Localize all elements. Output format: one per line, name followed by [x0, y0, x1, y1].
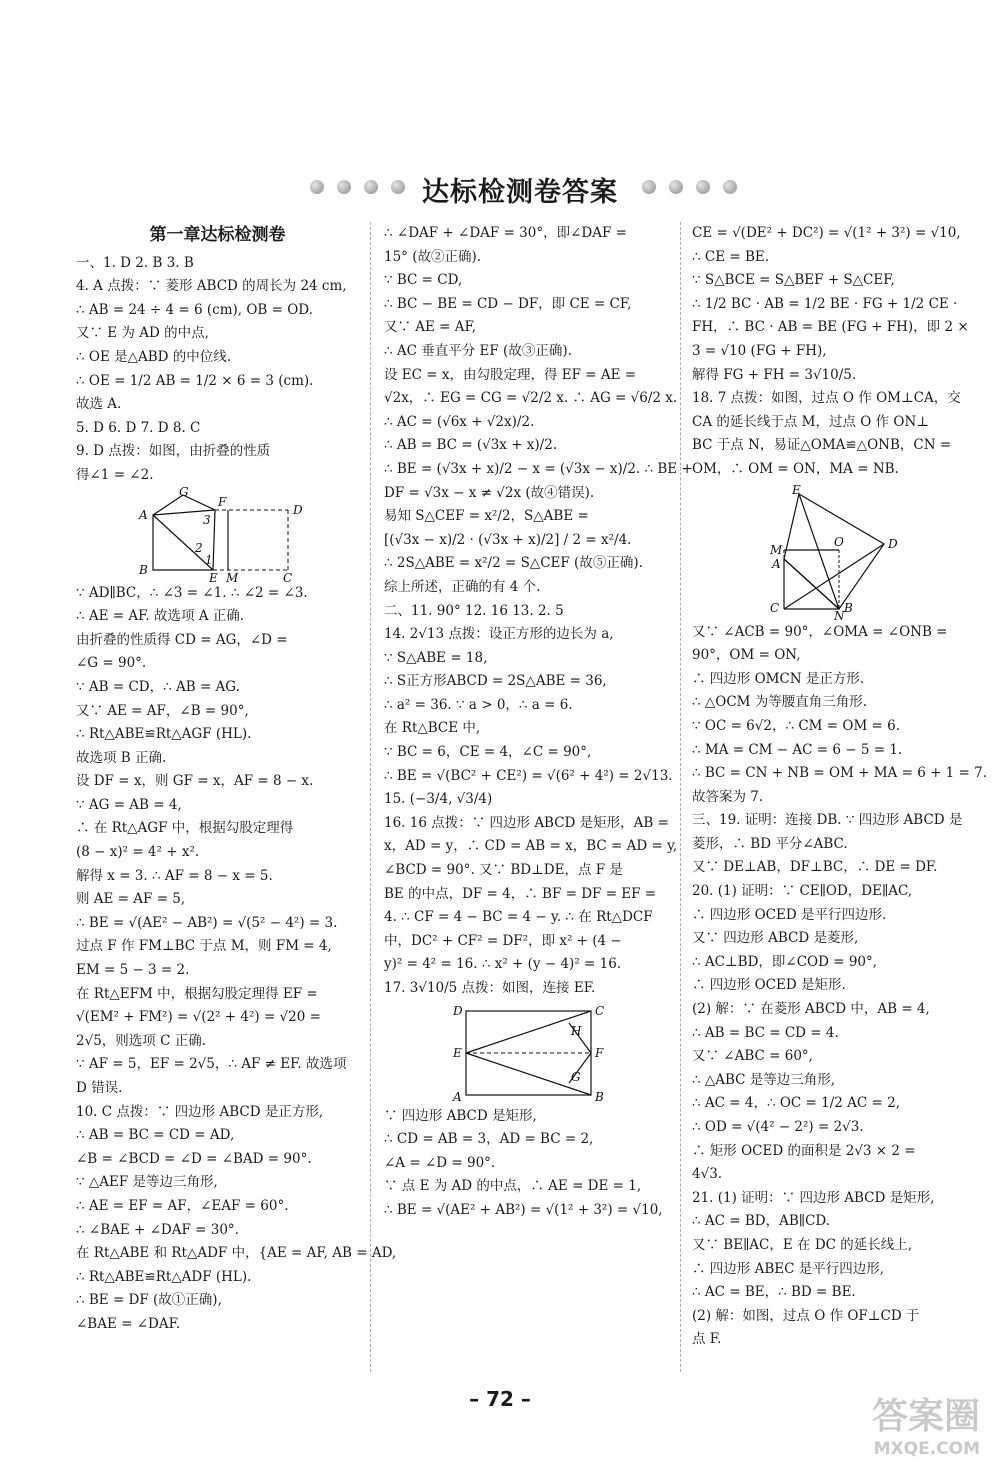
text-line: 三、19. 证明：连接 DB. ∵ 四边形 ABCD 是: [692, 812, 963, 829]
text-line: ∴ OD = √(4² − 2²) = 2√3.: [692, 1119, 864, 1135]
text-line: 则 AE = AF = 5,: [76, 891, 186, 908]
text-line: 90°，OM = ON,: [692, 647, 801, 664]
text-line: ∵ 四边形 ABCD 是矩形,: [384, 1107, 537, 1124]
text-line: 4. ∴ CF = 4 − BC = 4 − y. ∴ 在 Rt△DCF: [384, 909, 653, 926]
text-line: 在 Rt△BCE 中,: [384, 720, 481, 737]
label-A: A: [771, 556, 781, 571]
column-1: [76, 222, 397, 1337]
label-H: H: [570, 1023, 581, 1038]
text-line: 故选 A.: [76, 396, 122, 413]
text-line: [(√3x − x)/2 · (√3x + x)/2] / 2 = x²/4.: [384, 531, 632, 548]
text-line: (8 − x)² = 4² + x².: [76, 844, 200, 861]
text-line: 15° (故②正确).: [384, 248, 482, 265]
answer-lines: [692, 621, 988, 1352]
text-line: ∠BAE = ∠DAF.: [76, 1315, 181, 1332]
answer-lines: [692, 222, 975, 482]
text-line: ∠G = 90°.: [76, 655, 147, 672]
text-line: ∴ AC = (√6x + √2x)/2.: [384, 413, 535, 430]
text-line: (2) 解：如图，过点 O 作 OF⊥CD 于: [692, 1307, 920, 1324]
column-divider: [680, 222, 681, 1372]
fold-outline: [153, 495, 213, 570]
text-line: 点 F.: [692, 1331, 722, 1348]
text-line: ∴ AB = BC = CD = AD,: [76, 1127, 235, 1144]
text-line: ∴ BE = (√3x + x)/2 − x = (√3x − x)/2. ∴ BE +: [384, 460, 693, 477]
label-M: M: [225, 570, 238, 585]
text-line: CE = √(DE² + DC²) = √(1² + 3²) = √10,: [692, 225, 961, 241]
text-line: ∴ BE = √(AE² + AB²) = √(1² + 3²) = √10,: [384, 1201, 663, 1218]
text-line: 又∵ BE∥AC，E 在 DC 的延长线上,: [692, 1236, 913, 1253]
text-line: ∴ CD = AB = 3，AD = BC = 2,: [384, 1131, 594, 1148]
text-line: 16. 16 点拨：∵ 四边形 ABCD 是矩形，AB =: [384, 814, 669, 831]
text-line: ∴ Rt△ABE≌Rt△ADF (HL).: [76, 1268, 252, 1285]
text-line: ∴ BC = CN + NB = OM + MA = 6 + 1 = 7.: [692, 765, 988, 782]
text-line: ∴ MA = CM − AC = 6 − 5 = 1.: [692, 741, 903, 758]
text-line: 又∵ ∠ABC = 60°,: [692, 1048, 813, 1065]
text-line: ∠A = ∠D = 90°.: [384, 1154, 496, 1171]
text-line: ∵ AF = 5，EF = 2√5，∴ AF ≠ EF. 故选项: [76, 1056, 347, 1073]
text-line: 10. C 点拨：∵ 四边形 ABCD 是正方形,: [76, 1103, 324, 1120]
text-line: ∴ 四边形 ABEC 是平行四边形,: [692, 1260, 885, 1277]
text-line: 15. (−3/4, √3/4): [384, 791, 493, 808]
text-line: 又∵ E 为 AD 的中点,: [76, 325, 209, 342]
text-line: ∠BCD = 90°. 又∵ BD⊥DE，点 F 是: [384, 862, 623, 879]
text-line: ∴ OE 是△ABD 的中位线.: [76, 348, 232, 365]
text-line: 5. D 6. D 7. D 8. C: [76, 419, 201, 436]
text-line: ∴ 2S△ABE = x²/2 = S△CEF (故⑤正确).: [384, 555, 643, 572]
text-line: 18. 7 点拨：如图，过点 O 作 OM⊥CA，交: [692, 390, 961, 407]
label-G: G: [178, 484, 189, 499]
text-line: 14. 2√13 点拨：设正方形的边长为 a,: [384, 626, 614, 643]
text-line: ∴ CE = BE.: [692, 248, 770, 265]
text-line: ∵ 点 E 为 AD 的中点，∴ AE = DE = 1,: [384, 1178, 642, 1195]
text-line: ∴ AC = BE，∴ BD = BE.: [692, 1284, 856, 1301]
text-line: 在 Rt△EFM 中，根据勾股定理得 EF =: [76, 985, 318, 1002]
text-line: ∴ AB = BC = CD = 4.: [692, 1024, 839, 1041]
text-line: ∴ BE = √(BC² + CE²) = √(6² + 4²) = 2√13.: [384, 767, 673, 784]
text-line: ∴ AB = BC = (√3x + x)/2.: [384, 437, 558, 454]
text-line: BC 于点 N，易证△OMA≌△ONB，CN =: [692, 437, 952, 454]
header-dots-right-icon: [642, 180, 737, 194]
text-line: 17. 3√10/5 点拨：如图，连接 EF.: [384, 980, 596, 996]
watermark-logo: [872, 1388, 980, 1459]
text-line: ∴ 四边形 OCED 是平行四边形.: [692, 906, 887, 923]
answer-lines: [76, 582, 397, 1337]
label-C: C: [594, 1003, 604, 1018]
text-line: 4√3.: [692, 1166, 723, 1183]
label-M: M: [769, 542, 782, 557]
text-line: (2) 解：∵ 在菱形 ABCD 中，AB = 4,: [692, 1001, 930, 1018]
text-line: 由折叠的性质得 CD = AG，∠D =: [76, 631, 288, 648]
text-line: 又∵ 四边形 ABCD 是菱形,: [692, 930, 859, 947]
label-D: D: [292, 502, 303, 517]
fold-rectangle-figure: [123, 484, 313, 585]
text-line: √(EM² + FM²) = √(2² + 4²) = √20 =: [76, 1009, 321, 1026]
text-line: ∵ AD∥BC，∴ ∠3 = ∠1. ∴ ∠2 = ∠3.: [76, 584, 308, 601]
text-line: 一、1. D 2. B 3. B: [76, 254, 194, 271]
text-line: √2x，∴ EG = CG = √2/2 x. ∴ AG = √6/2 x.: [384, 390, 678, 407]
answer-lines: [76, 252, 359, 488]
square-rotation-figure: [754, 482, 914, 623]
label-D: D: [887, 536, 898, 551]
text-line: 21. (1) 证明：∵ 四边形 ABCD 是矩形,: [692, 1189, 935, 1206]
text-line: ∴ BE = √(AE² − AB²) = √(5² − 4²) = 3.: [76, 914, 338, 931]
text-line: ∵ BC = 6，CE = 4，∠C = 90°,: [384, 744, 592, 761]
label-E: E: [208, 570, 218, 585]
text-line: 设 EC = x，由勾股定理，得 EF = AE =: [384, 366, 637, 383]
text-line: y)² = 4² = 16. ∴ x² + (y − 4)² = 16.: [384, 956, 622, 973]
section-title: 第一章达标检测卷: [149, 225, 286, 245]
column-2: [384, 222, 693, 1223]
text-line: ∴ S正方形ABCD = 2S△ABE = 36,: [384, 673, 607, 690]
label-B: B: [843, 600, 853, 615]
text-line: ∵ △AEF 是等边三角形,: [76, 1174, 218, 1191]
text-line: 解得 FG + FH = 3√10/5.: [692, 366, 857, 383]
text-line: ∴ BC − BE = CD − DF，即 CE = CF,: [384, 295, 632, 312]
label-F: F: [217, 494, 226, 509]
text-line: 又∵ AE = AF,: [384, 319, 477, 336]
label-E: E: [791, 482, 801, 497]
label-C: C: [282, 570, 292, 585]
label-A: A: [138, 507, 148, 522]
page-header: [0, 170, 1000, 210]
text-line: CA 的延长线于点 M，过点 O 作 ON⊥: [692, 413, 930, 430]
text-line: ∴ 四边形 OCED 是矩形.: [692, 977, 846, 994]
header-dots-left-icon: [310, 180, 405, 194]
text-line: 过点 F 作 FM⊥BC 于点 M，则 FM = 4,: [76, 938, 332, 955]
text-line: x，AD = y，∴ CD = AB = x，BC = AD = y,: [384, 838, 678, 855]
label-B: B: [594, 1089, 604, 1104]
text-line: 得∠1 = ∠2.: [76, 466, 154, 483]
text-line: ∠B = ∠BCD = ∠D = ∠BAD = 90°.: [76, 1150, 312, 1167]
text-line: 3 = √10 (FG + FH),: [692, 342, 827, 359]
text-line: 又∵ DE⊥AB，DF⊥BC，∴ DE = DF.: [692, 859, 938, 876]
watermark-url: MXQE.COM: [873, 1439, 980, 1459]
label-C: C: [769, 600, 779, 615]
text-line: 菱形，∴ BD 平分∠ABC.: [692, 835, 848, 852]
column-divider: [370, 222, 371, 1372]
text-line: ∴ AC = 4，∴ OC = 1/2 AC = 2,: [692, 1095, 900, 1112]
label-A: A: [452, 1089, 462, 1104]
answer-lines: [384, 1105, 667, 1223]
text-line: EM = 5 − 3 = 2.: [76, 962, 190, 979]
page-number: – 72 –: [469, 1387, 531, 1411]
text-line: ∴ AC⊥BD，即∠COD = 90°,: [692, 953, 878, 970]
text-line: ∴ 在 Rt△AGF 中，根据勾股定理得: [76, 820, 294, 837]
label-1: 1: [204, 552, 213, 567]
answer-lines: [384, 222, 693, 1001]
label-O: O: [833, 534, 844, 549]
text-line: DF = √3x − x ≠ √2x (故④错误).: [384, 484, 595, 501]
text-line: ∴ AC = BD，AB∥CD.: [692, 1213, 830, 1230]
text-line: ∴ AB = 24 ÷ 4 = 6 (cm), OB = OD.: [76, 301, 313, 318]
text-line: ∴ Rt△ABE≌Rt△AGF (HL).: [76, 726, 252, 743]
text-line: 二、11. 90° 12. 16 13. 2. 5: [384, 602, 564, 619]
text-line: ∴ AE = AF. 故选项 A 正确.: [76, 608, 245, 625]
text-line: 2√5，则选项 C 正确.: [76, 1032, 206, 1049]
text-line: ∵ OC = 6√2，∴ CM = OM = 6.: [692, 717, 901, 734]
text-line: 4. A 点拨：∵ 菱形 ABCD 的周长为 24 cm,: [76, 278, 347, 295]
text-line: 设 DF = x，则 GF = x，AF = 8 − x.: [76, 773, 314, 790]
rectangle-figure: [441, 1003, 611, 1103]
text-line: ∴ 矩形 OCED 的面积是 2√3 × 2 =: [692, 1142, 916, 1159]
text-line: ∵ AB = CD，∴ AB = AG.: [76, 678, 240, 695]
text-line: ∴ AE = EF = AF，∠EAF = 60°.: [76, 1197, 289, 1214]
text-line: 又∵ AE = AF，∠B = 90°,: [76, 702, 249, 719]
text-line: OM，∴ OM = ON，MA = NB.: [692, 460, 899, 477]
text-line: ∴ △OCM 为等腰直角三角形.: [692, 694, 868, 711]
text-line: ∴ △ABC 是等边三角形,: [692, 1071, 836, 1088]
text-line: ∵ BC = CD,: [384, 272, 463, 289]
label-E: E: [452, 1045, 462, 1060]
text-line: ∴ 1/2 BC · AB = 1/2 BE · FG + 1/2 CE ·: [692, 295, 958, 312]
text-line: 易知 S△CEF = x²/2，S△ABE =: [384, 508, 589, 525]
text-line: 20. (1) 证明：∵ CE∥OD，DE∥AC,: [692, 883, 913, 900]
text-line: BE 的中点，DF = 4，∴ BF = DF = EF =: [384, 885, 657, 902]
text-line: 综上所述，正确的有 4 个.: [384, 578, 541, 595]
text-line: ∴ a² = 36. ∵ a > 0，∴ a = 6.: [384, 696, 573, 713]
label-N: N: [833, 608, 844, 623]
text-line: 在 Rt△ABE 和 Rt△ADF 中，{AE = AF, AB = AD,: [76, 1245, 397, 1262]
text-line: ∵ AG = AB = 4,: [76, 796, 182, 813]
text-line: 故答案为 7.: [692, 788, 764, 805]
text-line: ∴ 四边形 OMCN 是正方形.: [692, 670, 865, 687]
text-line: ∴ BE = DF (故①正确),: [76, 1292, 222, 1309]
text-line: FH，∴ BC · AB = BE (FG + FH)，即 2 ×: [692, 319, 969, 336]
text-line: ∴ OE = 1/2 AB = 1/2 × 6 = 3 (cm).: [76, 372, 314, 389]
text-line: 又∵ ∠ACB = 90°，∠OMA = ∠ONB =: [692, 623, 948, 640]
label-D: D: [452, 1003, 463, 1018]
text-line: ∴ ∠DAF + ∠DAF = 30°，即∠DAF =: [384, 225, 627, 241]
text-line: ∵ S△BCE = S△BEF + S△CEF,: [692, 272, 895, 289]
text-line: 9. D 点拨：如图，由折叠的性质: [76, 443, 271, 460]
text-line: ∵ S△ABE = 18,: [384, 649, 488, 666]
watermark-main: 答案圈: [871, 1396, 980, 1437]
column-3: [692, 222, 988, 1352]
label-3: 3: [202, 512, 211, 527]
text-line: ∴ ∠BAE + ∠DAF = 30°.: [76, 1221, 239, 1238]
text-line: D 错误.: [76, 1080, 123, 1096]
text-line: 解得 x = 3. ∴ AF = 8 − x = 5.: [76, 867, 273, 884]
text-line: 故选项 B 正确.: [76, 749, 167, 766]
label-B: B: [138, 562, 148, 577]
label-G: G: [570, 1069, 581, 1084]
text-line: ∴ AC 垂直平分 EF (故③正确).: [384, 342, 572, 359]
label-2: 2: [194, 540, 203, 555]
text-line: 中，DC² + CF² = DF²，即 x² + (4 −: [384, 932, 622, 949]
page-title: 达标检测卷答案: [422, 177, 618, 208]
label-F: F: [594, 1045, 603, 1060]
